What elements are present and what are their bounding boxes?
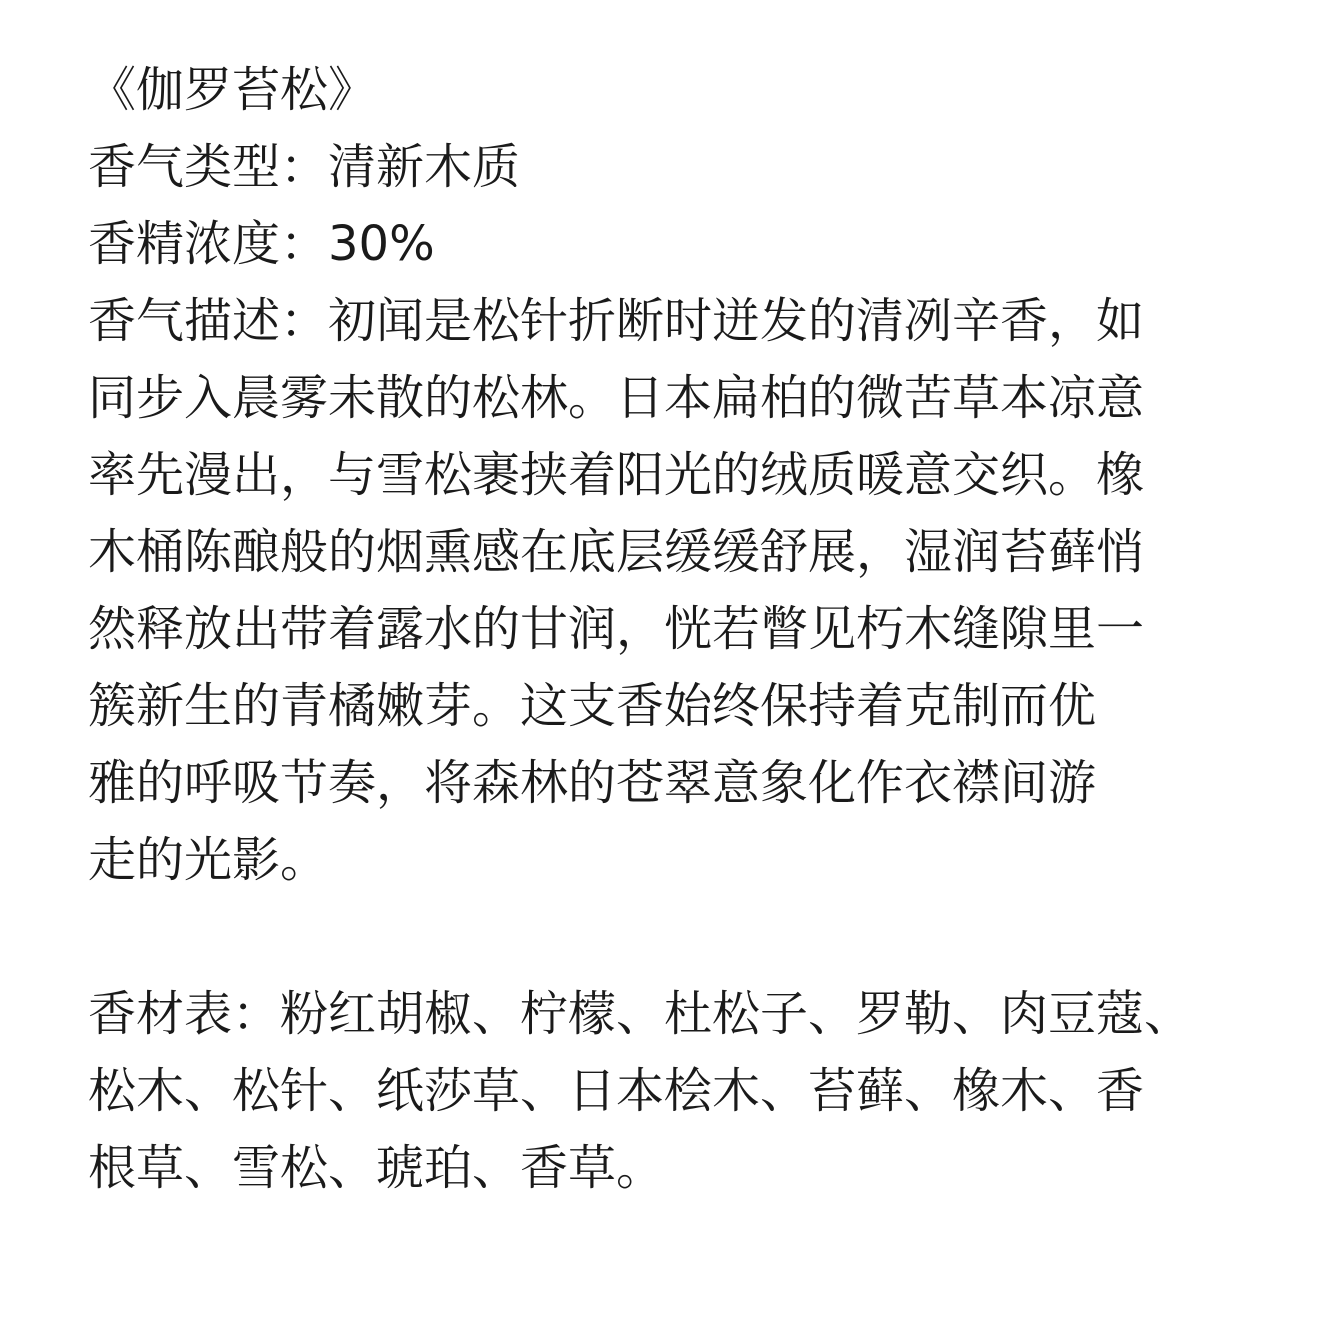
- fragrance-type-label: 香气类型：: [88, 139, 329, 195]
- description-line: 同步入晨雾未散的松林。日本扁柏的微苦草本凉意: [88, 370, 1145, 426]
- description-line: 雅的呼吸节奏，将森林的苍翠意象化作衣襟间游: [88, 755, 1097, 811]
- description-line: 走的光影。: [88, 832, 329, 888]
- concentration-label: 香精浓度：: [88, 216, 329, 272]
- paragraph-spacer: [88, 899, 1268, 976]
- description-line: 香气描述：初闻是松针折断时迸发的清冽辛香，如: [88, 293, 1145, 349]
- perfume-note-document: [88, 52, 1268, 1207]
- description-line: 簇新生的青橘嫩芽。这支香始终保持着克制而优: [88, 678, 1097, 734]
- description-line: 率先漫出，与雪松裹挟着阳光的绒质暖意交织。橡: [88, 447, 1145, 503]
- fragrance-type-value: 清新木质: [328, 139, 521, 195]
- description-line: 然释放出带着露水的甘润，恍若瞥见朽木缝隙里一: [88, 601, 1145, 657]
- description-paragraph: [88, 283, 1268, 899]
- fragrance-type-row: [88, 129, 1268, 206]
- description-line: 木桶陈酿般的烟熏感在底层缓缓舒展，湿润苔藓悄: [88, 524, 1145, 580]
- ingredients-line: 香材表：粉红胡椒、柠檬、杜松子、罗勒、肉豆蔻、: [88, 986, 1193, 1042]
- concentration-value: 30%: [328, 216, 435, 272]
- ingredients-line: 根草、雪松、琥珀、香草。: [88, 1140, 665, 1196]
- ingredients-paragraph: [88, 976, 1268, 1207]
- concentration-row: [88, 206, 1268, 283]
- ingredients-line: 松木、松针、纸莎草、日本桧木、苔藓、橡木、香: [88, 1063, 1145, 1119]
- perfume-title: 《伽罗苔松》: [88, 62, 377, 118]
